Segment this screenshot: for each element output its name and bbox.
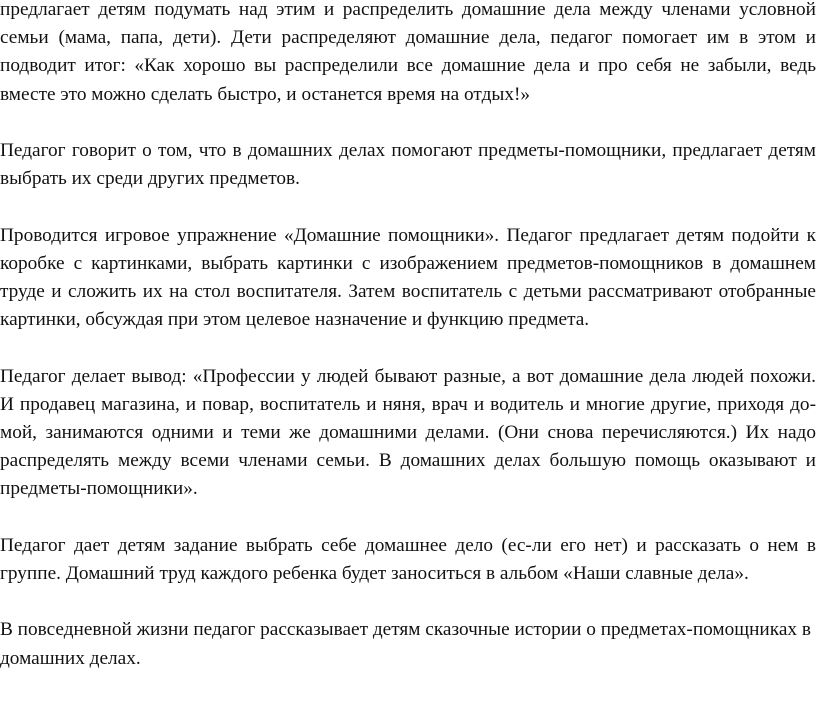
paragraph-gap [0,588,816,616]
paragraph-2: Педагог говорит о том, что в домашних делах помогают предметы-помощники, предлагает детям выбрать их среди других предметов. [0,140,816,190]
paragraph-5: Педагог дает детям задание выбрать себе домашнее дело (ес-ли его нет) и рассказать о нем в группе. Домашний труд каждого ребенка будет заноситься в альбом «Наши славные дела». [0,534,816,584]
paragraph-gap [0,193,816,221]
paragraph-3: Проводится игровое упражнение «Домашние помощники». Педагог предлагает детям подойти к коробке с картинками, выбрать картинки с изображением предметов-помощников в домашнем труде и сложить их на стол воспитателя. Затем воспитатель с детьми рассматривают отобранные картинки, обсуждая при этом целевое назначение и функцию предмета. [0,224,816,331]
paragraph-6: В повседневной жизни педагог рассказывает детям сказочные истории о предметах-помощниках в домашних делах. [0,619,811,669]
paragraph-gap [0,334,816,362]
paragraph-1: предлагает детям подумать над этим и распределить домашние дела между членами условной семьи (мама, папа, дети). Дети распределяют домашние дела, педагог помогает им в этом и подводит итог: «Как хорошо вы распределили все домашние дела и про себя не забыли, ведь вместе это можно сделать быстро, и останется время на отдых!» [0,0,816,105]
paragraph-gap [0,109,816,137]
paragraph-gap [0,504,816,532]
paragraph-4: Педагог делает вывод: «Профессии у людей бывают разные, а вот домашние дела людей похожи. И продавец магазина, и повар, воспитатель и няня, врач и водитель и многие другие, приходя до-мой, занимаются одними и теми же домашними делами. (Они снова перечисляются.) Их надо распределять между всеми членами семьи. В домашних делах большую помощь оказывают и предметы-помощники». [0,365,816,500]
